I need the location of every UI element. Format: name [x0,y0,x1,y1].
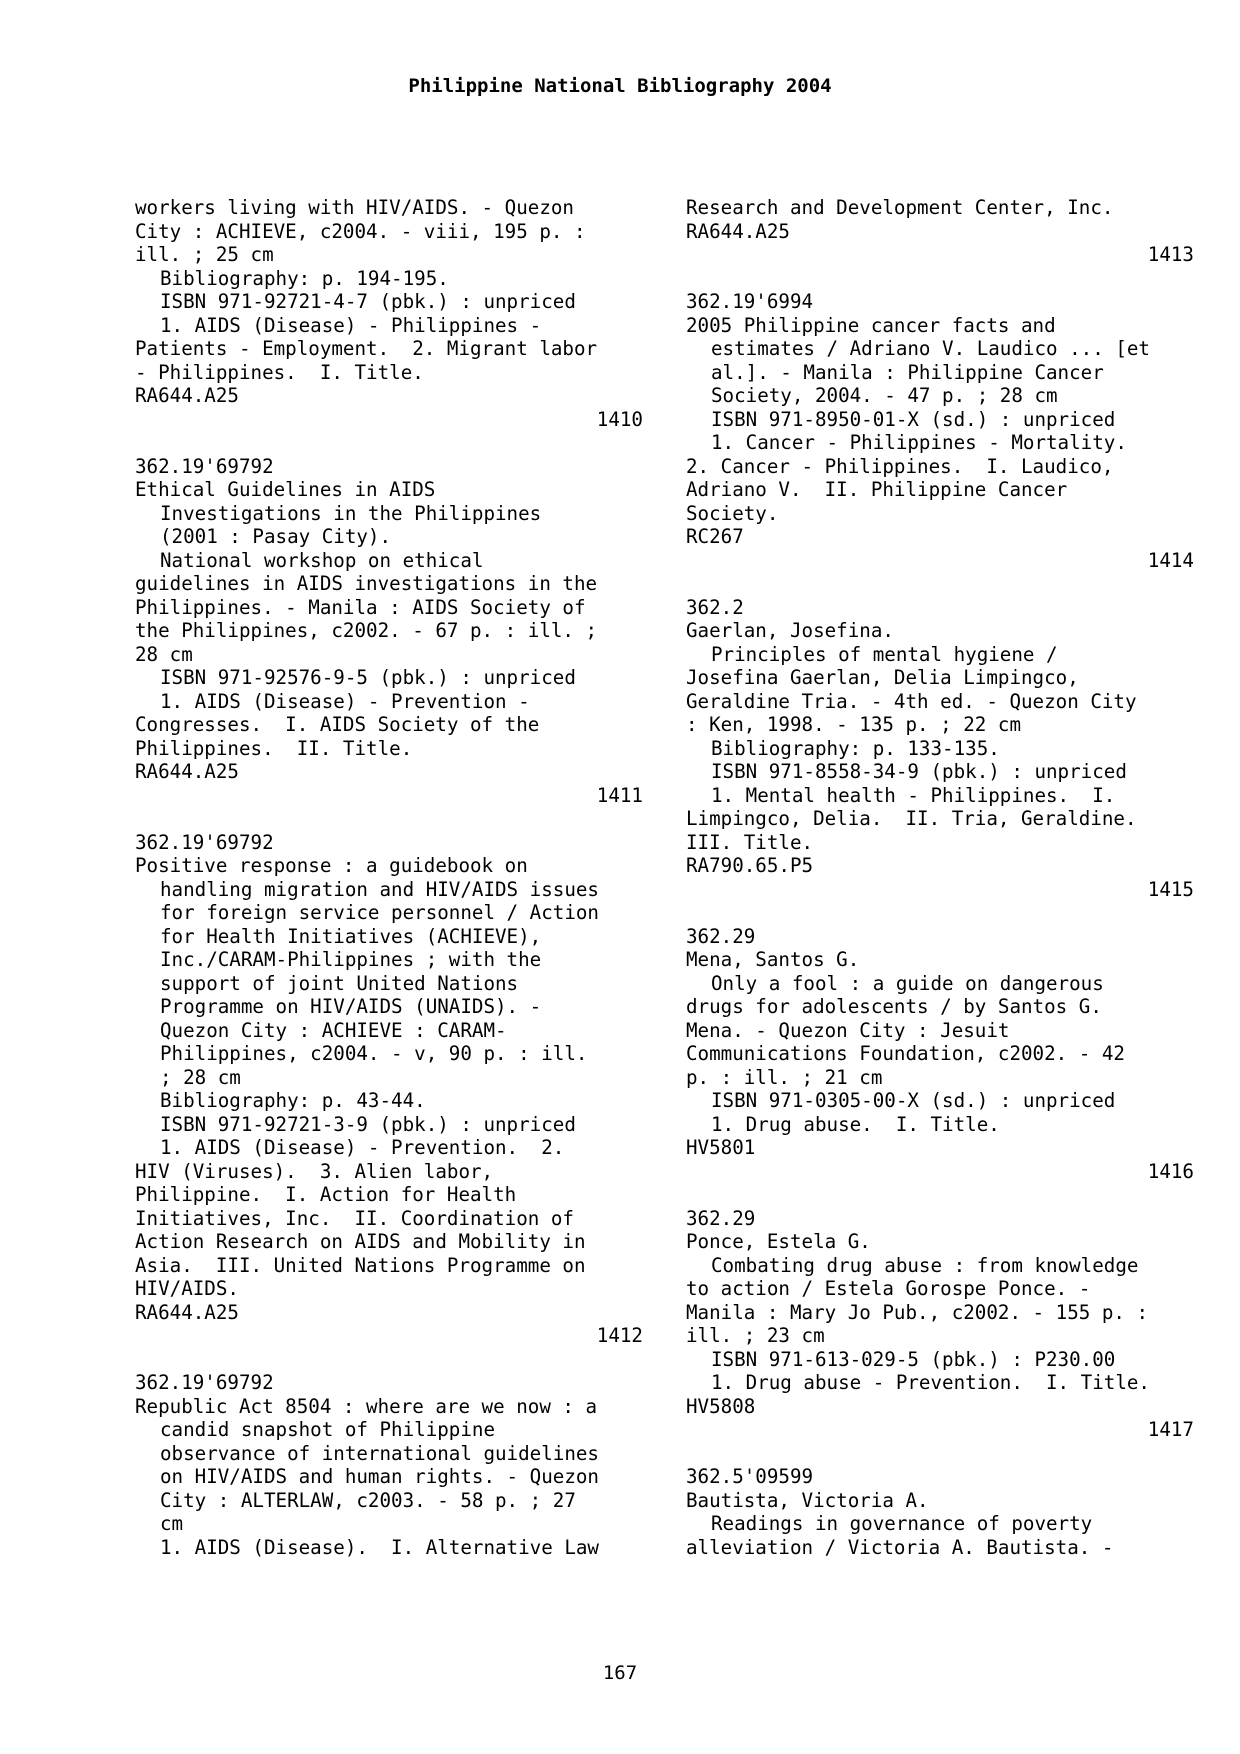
entry-line: HIV (Viruses). 3. Alien labor, [135,1159,494,1183]
entry-line: 1. Cancer - Philippines - Mortality. [711,431,1127,454]
entry-line: National workshop on ethical [160,548,484,572]
entry-line: drugs for adolescents / by Santos G. [686,995,1102,1018]
entry-line: 362.29 [686,924,756,948]
entry-number: 1412 [596,1324,643,1347]
entry-number: 1410 [596,407,643,431]
bibliography-entry [135,455,643,808]
page-title: Philippine National Bibliography 2004 [408,75,832,97]
entry-line: Initiatives, Inc. II. Coordination of [135,1206,574,1230]
entry-line: 362.2 [686,595,744,619]
entry-line: City : ALTERLAW, c2003. - 58 p. ; 27 [160,1488,576,1512]
entry-line: 1. AIDS (Disease) - Philippines - [160,313,542,337]
entry-line: for foreign service personnel / Action [160,901,599,924]
entry-line: to action / Estela Gorospe Ponce. - [686,1277,1091,1300]
entry-line: al.]. - Manila : Philippine Cancer [711,360,1104,384]
entry-line: 362.29 [686,1206,756,1230]
left-column [135,196,643,1583]
entry-line: Patients - Employment. 2. Migrant labor [135,337,598,360]
bibliography-entry [686,196,1194,267]
entry-line: Adriano V. II. Philippine Cancer [686,478,1068,501]
entry-number: 1415 [1147,877,1194,901]
entry-line: cm [160,1512,184,1535]
entry-line: p. : ill. ; 21 cm [686,1065,883,1089]
entry-line: the Philippines, c2002. - 67 p. : ill. ; [135,619,598,642]
entry-line: HIV/AIDS. [135,1277,239,1300]
entry-line: Ponce, Estela G. [686,1230,871,1253]
entry-line: Only a fool : a guide on dangerous [711,971,1104,995]
entry-line: Limpingco, Delia. II. Tria, Geraldine. [686,807,1137,830]
entry-line: 362.19'6994 [686,290,814,313]
bibliography-entry [686,925,1194,1184]
entry-line: ISBN 971-613-029-5 (pbk.) : P230.00 [711,1347,1116,1371]
entry-line: 362.19'69792 [135,454,274,478]
entry-line: 1. Drug abuse - Prevention. I. Title. [711,1371,1150,1394]
entry-line: alleviation / Victoria A. Bautista. - [686,1535,1114,1559]
entry-line: ISBN 971-8950-01-X (sd.) : unpriced [711,407,1116,431]
entry-line: for Health Initiatives (ACHIEVE), [160,924,542,948]
entry-line: RC267 [686,525,744,548]
entry-line: on HIV/AIDS and human rights. - Quezon [160,1465,599,1488]
entry-line: observance of international guidelines [160,1441,599,1465]
entry-line: handling migration and HIV/AIDS issues [160,877,599,901]
entry-line: Communications Foundation, c2002. - 42 [686,1042,1125,1065]
entry-line: Asia. III. United Nations Programme on [135,1253,586,1277]
entry-line: : Ken, 1998. - 135 p. ; 22 cm [686,713,1022,736]
entry-line: 1. AIDS (Disease) - Prevention. 2. [160,1136,565,1159]
bibliography-entry [135,1371,643,1559]
entry-number: 1416 [1147,1159,1194,1183]
entry-line: Principles of mental hygiene / [711,642,1058,666]
entry-line: Research and Development Center, Inc. [686,196,1114,219]
bibliography-entry [686,596,1194,902]
bibliography-entry [135,831,643,1348]
entry-line: Combating drug abuse : from knowledge [711,1253,1139,1277]
entry-line: Society, 2004. - 47 p. ; 28 cm [711,384,1058,407]
bibliography-entry [686,1207,1194,1442]
entry-line: Bautista, Victoria A. [686,1488,929,1512]
entry-line: ISBN 971-92721-4-7 (pbk.) : unpriced [160,290,576,313]
entry-line: 362.19'69792 [135,1371,274,1394]
entry-line: (2001 : Pasay City). [160,525,392,548]
entry-line: RA644.A25 [135,1300,239,1324]
entry-line: Ethical Guidelines in AIDS [135,478,436,501]
entry-line: 1. AIDS (Disease) - Prevention - [160,689,530,713]
entry-number: 1417 [1147,1418,1194,1441]
entry-line: Republic Act 8504 : where are we now : a [135,1394,598,1418]
entry-line: ISBN 971-92721-3-9 (pbk.) : unpriced [160,1112,576,1136]
entry-line: 1. AIDS (Disease). I. Alternative Law [160,1535,599,1559]
entry-line: estimates / Adriano V. Laudico ... [et [711,337,1150,360]
entry-line: Bibliography: p. 133-135. [711,736,1000,760]
entry-line: ISBN 971-92576-9-5 (pbk.) : unpriced [160,666,576,689]
entry-line: III. Title. [686,830,814,854]
entry-line: Congresses. I. AIDS Society of the [135,713,540,736]
entry-line: ill. ; 25 cm [135,243,274,266]
entry-line: Gaerlan, Josefina. [686,619,894,642]
entry-line: 28 cm [135,642,193,666]
entry-line: ill. ; 23 cm [686,1324,825,1347]
entry-line: Bibliography: p. 194-195. [160,266,449,290]
entry-line: RA644.A25 [135,384,239,407]
entry-line: 1. Mental health - Philippines. I. [711,783,1116,807]
entry-line: City : ACHIEVE, c2004. - viii, 195 p. : [135,219,586,243]
entry-line: ISBN 971-8558-34-9 (pbk.) : unpriced [711,760,1127,783]
right-column [686,196,1194,1583]
entry-line: Philippines, c2004. - v, 90 p. : ill. [160,1042,588,1065]
entry-line: Bibliography: p. 43-44. [160,1089,426,1112]
entry-line: Society. [686,501,779,525]
bibliography-entry [686,1465,1194,1559]
entry-line: 1. Drug abuse. I. Title. [711,1112,1000,1136]
entry-line: RA644.A25 [135,760,239,783]
entry-line: Geraldine Tria. - 4th ed. - Quezon City [686,689,1137,713]
entry-line: Mena, Santos G. [686,948,860,971]
entry-line: 2. Cancer - Philippines. I. Laudico, [686,454,1114,478]
entry-line: Investigations in the Philippines [160,501,542,525]
entry-line: Philippine. I. Action for Health [135,1183,517,1206]
entry-line: Josefina Gaerlan, Delia Limpingco, [686,666,1079,689]
entry-line: Programme on HIV/AIDS (UNAIDS). - [160,995,542,1018]
entry-line: HV5801 [686,1136,756,1159]
entry-line: RA644.A25 [686,219,790,243]
entry-line: Action Research on AIDS and Mobility in [135,1230,586,1253]
entry-line: 2005 Philippine cancer facts and [686,313,1056,337]
entry-line: HV5808 [686,1394,756,1418]
entry-line: RA790.65.P5 [686,854,814,877]
entry-number: 1411 [596,783,643,807]
entry-line: - Philippines. I. Title. [135,360,424,384]
page-number: 167 [602,1662,638,1684]
entry-line: 362.5'09599 [686,1465,814,1488]
entry-number: 1413 [1147,243,1194,266]
entry-line: Philippines. - Manila : AIDS Society of [135,595,586,619]
entry-line: Positive response : a guidebook on [135,854,528,877]
entry-line: Philippines. II. Title. [135,736,413,760]
entry-line: Quezon City : ACHIEVE : CARAM- [160,1018,507,1042]
entry-line: Mena. - Quezon City : Jesuit [686,1018,1010,1042]
entry-line: Readings in governance of poverty [711,1512,1093,1535]
entry-line: workers living with HIV/AIDS. - Quezon [135,196,574,219]
bibliography-entry [686,290,1194,572]
bibliography-entry [135,196,643,431]
entry-line: ISBN 971-0305-00-X (sd.) : unpriced [711,1089,1116,1112]
entry-line: Manila : Mary Jo Pub., c2002. - 155 p. : [686,1300,1149,1324]
entry-line: candid snapshot of Philippine [160,1418,496,1441]
entry-line: 362.19'69792 [135,830,274,854]
entry-line: support of joint United Nations [160,971,519,995]
entry-line: guidelines in AIDS investigations in the [135,572,598,595]
entry-line: Inc./CARAM-Philippines ; with the [160,948,542,971]
entry-number: 1414 [1147,548,1194,572]
entry-line: ; 28 cm [160,1065,241,1089]
